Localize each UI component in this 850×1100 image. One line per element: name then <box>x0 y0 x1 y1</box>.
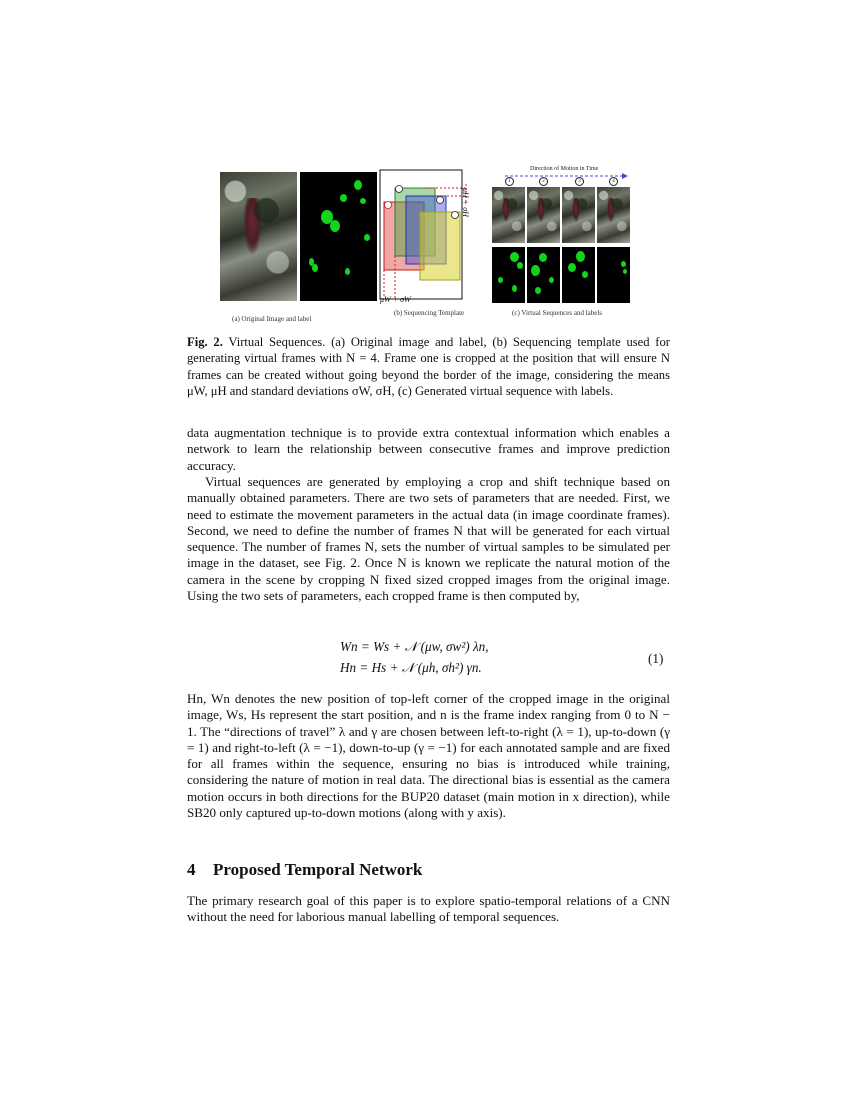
frame-number: 1 <box>505 177 514 186</box>
virtual-frame-rgb-4 <box>597 187 630 243</box>
figure-caption <box>187 334 670 400</box>
mu-w-label: μW + σW <box>380 295 411 304</box>
paragraph-1 <box>187 425 670 474</box>
virtual-frame-label-4 <box>597 247 630 303</box>
virtual-frame-rgb-2 <box>527 187 560 243</box>
frame-4-rect <box>420 212 460 280</box>
label-mask <box>300 172 377 301</box>
frame-number: 2 <box>539 177 548 186</box>
direction-label: Direction of Motion in Time <box>530 166 599 172</box>
figure-2 <box>220 166 640 326</box>
virtual-frame-label-3 <box>562 247 595 303</box>
subcaption-a: (a) Original Image and label <box>232 315 312 323</box>
subcaption-c: (c) Virtual Sequences and labels <box>512 309 603 317</box>
virtual-frame-label-1 <box>492 247 525 303</box>
equation-line-1: Wn = Ws + 𝒩 (μw, σw²) λn, <box>340 639 489 654</box>
caption-text: Virtual Sequences. (a) Original image and label, (b) Sequencing template used for generating virtual frames with N = 4. Frame one is cropped at the position that will ensure N frames can be created without going beyond the border of the image, considering the means μW, μH and standard deviations σW, σH, (c) Generated virtual sequence with labels. <box>187 335 670 399</box>
mu-h-label: μH + σH <box>461 188 470 217</box>
original-image <box>220 172 297 301</box>
paragraph-2-text: Virtual sequences are generated by employing a crop and shift technique based on manually obtained parameters. There are two sets of parameters that are needed. First, we need to estimate the movement parameters in the actual data (in image coordinate frames). Second, we need to define the number of frames N that will be generated for each virtual sequence. The number of frames N, sets the number of virtual samples to be simulated per image in the dataset, see Fig. 2. Once N is known we replicate the natural motion of the camera in the scene by cropping N fixed sized cropped images from the original image. Using the two sets of parameters, each cropped frame is then computed by, <box>187 474 670 604</box>
virtual-frame-rgb-1 <box>492 187 525 243</box>
frame-number: 3 <box>575 177 584 186</box>
virtual-frame-label-2 <box>527 247 560 303</box>
equation-number: (1) <box>648 651 664 666</box>
paragraph-4 <box>187 893 670 926</box>
subfigure-a <box>220 172 380 323</box>
section-title: Proposed Temporal Network <box>213 860 423 879</box>
paragraph-1-text: data augmentation technique is to provide extra contextual information which enables a network to learn the relationship between consecutive frames and improve prediction accuracy. <box>187 425 670 473</box>
subfigure-c <box>490 166 640 326</box>
paragraph-4-text: The primary research goal of this paper is to explore spatio-temporal relations of a CNN without the need for laborious manual labelling of temporal sequences. <box>187 893 670 925</box>
equation-line-2: Hn = Hs + 𝒩 (μh, σh²) γn. <box>340 660 482 675</box>
equation-1 <box>340 636 489 678</box>
subcaption-b: (b) Sequencing Template <box>394 309 465 317</box>
paragraph-3-text: Hn, Wn denotes the new position of top-left corner of the cropped image in the original image, Ws, Hs represent the start position, and n is the frame index ranging from 0 to N − 1. The “directions of travel” λ and γ are chosen between left-to-right (λ = 1), up-to-down (γ = 1) and right-to-left (λ = −1), down-to-up (γ = −1) for each annotated sample and are fixed for all frames within the sequence, ensuring no bias is introduced while training, considering the nature of motion in real data. The directional bias is essential as the camera motion occurs in both directions for the BUP20 dataset (main motion in x direction), while SB20 only captured up-to-down motions (along with y axis). <box>187 691 670 821</box>
section-number: 4 <box>187 860 196 879</box>
section-heading <box>187 860 422 880</box>
caption-label: Fig. 2. <box>187 335 223 349</box>
frame-number: 4 <box>609 177 618 186</box>
paragraph-2 <box>187 474 670 604</box>
virtual-frame-rgb-3 <box>562 187 595 243</box>
paragraph-3 <box>187 691 670 821</box>
